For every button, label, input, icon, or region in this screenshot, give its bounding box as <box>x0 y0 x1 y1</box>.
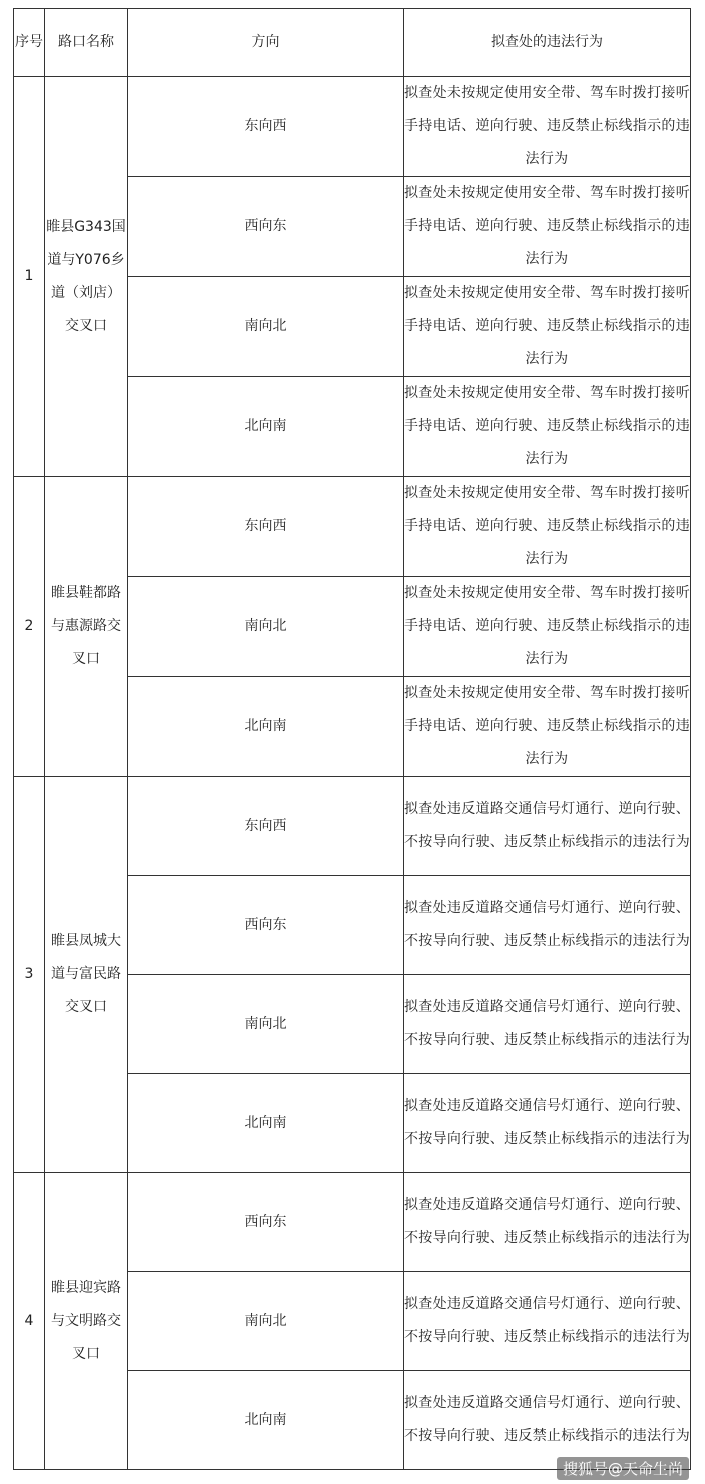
violation-cell: 拟查处违反道路交通信号灯通行、逆向行驶、不按导向行驶、违反禁止标线指示的违法行为 <box>404 876 691 975</box>
direction-cell: 西向东 <box>128 177 404 277</box>
violation-cell: 拟查处未按规定使用安全带、驾车时拨打接听手持电话、逆向行驶、违反禁止标线指示的违法行为 <box>404 577 691 677</box>
direction-cell: 东向西 <box>128 477 404 577</box>
table-row <box>14 1173 691 1272</box>
group-seq: 3 <box>14 777 45 1173</box>
intersection-name: 睢县凤城大道与富民路交叉口 <box>45 777 128 1173</box>
violation-cell: 拟查处违反道路交通信号灯通行、逆向行驶、不按导向行驶、违反禁止标线指示的违法行为 <box>404 975 691 1074</box>
direction-cell: 西向东 <box>128 1173 404 1272</box>
group-seq: 2 <box>14 477 45 777</box>
violation-cell: 拟查处违反道路交通信号灯通行、逆向行驶、不按导向行驶、违反禁止标线指示的违法行为 <box>404 1371 691 1470</box>
violation-cell: 拟查处未按规定使用安全带、驾车时拨打接听手持电话、逆向行驶、违反禁止标线指示的违法行为 <box>404 277 691 377</box>
table-header-row <box>14 9 691 77</box>
header-direction: 方向 <box>128 9 404 77</box>
table-row <box>14 477 691 577</box>
header-name: 路口名称 <box>45 9 128 77</box>
intersection-name: 睢县G343国道与Y076乡道（刘店）交叉口 <box>45 77 128 477</box>
direction-cell: 北向南 <box>128 677 404 777</box>
group-seq: 4 <box>14 1173 45 1470</box>
violation-table <box>13 8 691 1470</box>
intersection-name: 睢县鞋都路与惠源路交叉口 <box>45 477 128 777</box>
table-row <box>14 77 691 177</box>
table-row <box>14 777 691 876</box>
header-seq: 序号 <box>14 9 45 77</box>
direction-cell: 西向东 <box>128 876 404 975</box>
direction-cell: 南向北 <box>128 577 404 677</box>
violation-cell: 拟查处违反道路交通信号灯通行、逆向行驶、不按导向行驶、违反禁止标线指示的违法行为 <box>404 1272 691 1371</box>
violation-cell: 拟查处未按规定使用安全带、驾车时拨打接听手持电话、逆向行驶、违反禁止标线指示的违法行为 <box>404 377 691 477</box>
violation-cell: 拟查处未按规定使用安全带、驾车时拨打接听手持电话、逆向行驶、违反禁止标线指示的违法行为 <box>404 77 691 177</box>
direction-cell: 东向西 <box>128 77 404 177</box>
violation-cell: 拟查处违反道路交通信号灯通行、逆向行驶、不按导向行驶、违反禁止标线指示的违法行为 <box>404 777 691 876</box>
direction-cell: 南向北 <box>128 975 404 1074</box>
direction-cell: 南向北 <box>128 1272 404 1371</box>
watermark: 搜狐号@天命生尚 <box>557 1457 689 1480</box>
direction-cell: 北向南 <box>128 1074 404 1173</box>
header-violation: 拟查处的违法行为 <box>404 9 691 77</box>
violation-cell: 拟查处违反道路交通信号灯通行、逆向行驶、不按导向行驶、违反禁止标线指示的违法行为 <box>404 1173 691 1272</box>
violation-cell: 拟查处违反道路交通信号灯通行、逆向行驶、不按导向行驶、违反禁止标线指示的违法行为 <box>404 1074 691 1173</box>
violation-cell: 拟查处未按规定使用安全带、驾车时拨打接听手持电话、逆向行驶、违反禁止标线指示的违法行为 <box>404 477 691 577</box>
direction-cell: 北向南 <box>128 377 404 477</box>
intersection-name: 睢县迎宾路与文明路交叉口 <box>45 1173 128 1470</box>
direction-cell: 东向西 <box>128 777 404 876</box>
group-seq: 1 <box>14 77 45 477</box>
violation-cell: 拟查处未按规定使用安全带、驾车时拨打接听手持电话、逆向行驶、违反禁止标线指示的违法行为 <box>404 677 691 777</box>
direction-cell: 南向北 <box>128 277 404 377</box>
direction-cell: 北向南 <box>128 1371 404 1470</box>
violation-cell: 拟查处未按规定使用安全带、驾车时拨打接听手持电话、逆向行驶、违反禁止标线指示的违法行为 <box>404 177 691 277</box>
